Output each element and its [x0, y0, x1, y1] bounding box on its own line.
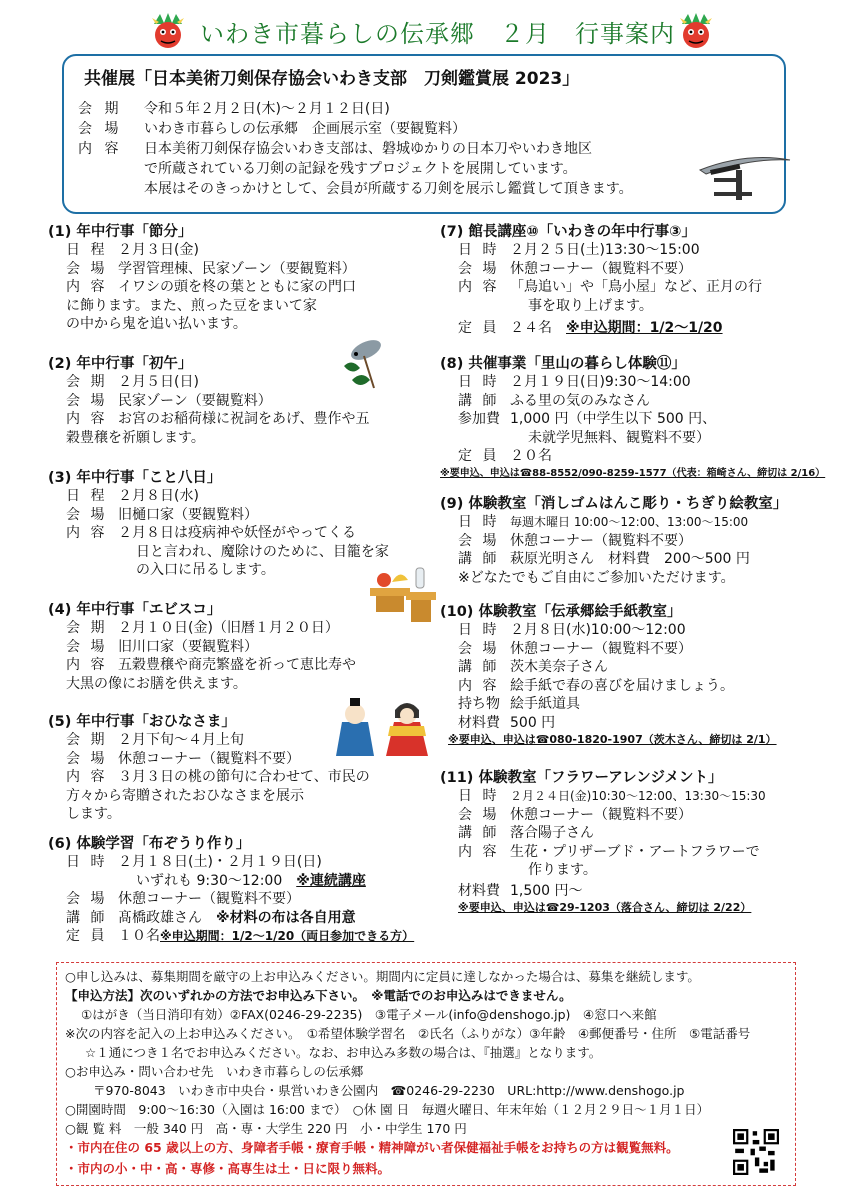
event-title: (1) 年中行事「節分」 — [48, 224, 193, 240]
event-row: 日 時 ２月８日(水)10:00～12:00 — [458, 622, 686, 638]
event-title: (11) 体験教室「フラワーアレンジメント」 — [440, 770, 723, 786]
event-title: (3) 年中行事「こと八日」 — [48, 470, 222, 486]
event-text-line: 方々から寄贈されたおひなさまを展示 — [66, 787, 304, 804]
event-row: 会 場 休憩コーナー（観覧料不要） — [458, 806, 692, 823]
event-satoyama — [440, 352, 825, 482]
event-row: 会 場 休憩コーナー（観覧料不要） — [66, 891, 300, 907]
event-row: 材料費 500 円 — [458, 714, 556, 731]
event-note: ※要申込、申込は☎29-1203（落合さん、締切は 2/22） — [458, 901, 752, 914]
event-ohinasama — [48, 710, 370, 824]
event-text-line: 作ります。 — [528, 862, 597, 878]
event-row: 会 場 民家ゾーン（要観覧料） — [66, 392, 272, 409]
event-note: ※要申込、申込は☎88-8552/090-8259-1577（代表：箱崎さん、締切は 2/16） — [440, 467, 826, 479]
event-title: (9) 体験教室「消しゴムはんこ彫り・ちぎり絵教室」 — [440, 496, 788, 512]
qr-code-icon — [733, 1129, 779, 1175]
event-text-line: 穀豊穣を祈願します。 — [66, 429, 205, 446]
event-director-lecture — [440, 220, 762, 338]
info-line: 〒970-8043 いわき市中央台・県営いわき公園内 ☎0246-29-2230 URL:http://www.denshogo.jp — [93, 1083, 685, 1098]
event-eraser-stamp — [440, 492, 787, 587]
event-nunozouri — [48, 832, 414, 946]
event-row: 日 時 ２月２５日(土)13:30～15:00 — [458, 242, 700, 258]
holly-sardine-icon — [330, 336, 392, 392]
event-row: 講 師 ふる里の気のみなさん — [458, 392, 650, 409]
event-row: 定 員 １０名 ※申込期間：1/2～1/20（両日参加できる方） — [66, 928, 415, 944]
event-row: 会 場 旧川口家（要観覧料） — [66, 638, 258, 655]
event-row: 内 容 絵手紙で春の喜びを届けましょう。 — [458, 677, 734, 694]
event-row: 持ち物 絵手紙道具 — [458, 696, 580, 712]
event-row: 日 時 ２月２４日(金)10:30～12:00、13:30～15:30 — [458, 788, 766, 804]
feature-title: 共催展「日本美術刀剣保存協会いわき支部 刀剣鑑賞展 2023」 — [84, 69, 580, 89]
event-text-line: 大黒の像にお膳を供えます。 — [66, 675, 247, 692]
info-line: ○お申込み・問い合わせ先 いわき市暮らしの伝承郷 — [65, 1064, 364, 1079]
feature-row-content: 内 容 日本美術刀剣保存協会いわき支部は、磐城ゆかりの日本刀やいわき地区 — [78, 141, 592, 157]
feature-row-period: 会 期 令和５年２月２日(木)～２月１２日(日) — [78, 101, 390, 117]
event-title: (10) 体験教室「伝承郷絵手紙教室」 — [440, 604, 682, 620]
event-row: 内 容 イワシの頭を柊の葉とともに家の門口 — [66, 279, 356, 295]
event-title: (5) 年中行事「おひなさま」 — [48, 714, 236, 730]
event-row: 会 場 旧樋口家（要観覧料） — [66, 506, 258, 523]
event-flower-arrangement — [440, 766, 766, 916]
event-note: ※要申込、申込は☎080-1820-1907（茨木さん、締切は 2/1） — [448, 733, 777, 746]
event-row: 内 容 「鳥追い」や「鳥小屋」など、正月の行 — [458, 279, 762, 295]
event-row: 会 期 ２月５日(日) — [66, 374, 199, 390]
event-row: 講 師 萩原光明さん 材料費 200～500 円 — [458, 551, 750, 567]
page-title: いわき市暮らしの伝承郷 ２月 行事案内 — [200, 20, 675, 48]
event-row: 会 場 休憩コーナー（観覧料不要） — [458, 532, 692, 549]
event-row: 内 容 ２月８日は疫病神や妖怪がやってくる — [66, 525, 356, 541]
event-text-line: に飾ります。また、煎った豆をまいて家 — [66, 297, 317, 314]
info-line-free-admission: ・市内在住の 65 歳以上の方、身障者手帳・療育手帳・精神障がい者保健福祉手帳をお持ちの方は観覧無料。 — [65, 1140, 679, 1155]
event-title: (8) 共催事業「里山の暮らし体験⑪」 — [440, 356, 686, 372]
event-row: 日 時 毎週木曜日 10:00～12:00、13:00～15:00 — [458, 514, 749, 530]
event-row: 講 師 髙橋政雄さん ※材料の布は各自用意 — [66, 909, 356, 926]
event-row: 日 時 ２月１９日(日)9:30～14:00 — [458, 374, 691, 390]
event-row: 材料費 1,500 円～ — [458, 882, 583, 899]
event-row: 会 場 休憩コーナー（観覧料不要） — [66, 750, 300, 767]
event-row: 日 時 ２月１８日(土)・２月１９日(日) — [66, 854, 322, 870]
event-row: 内 容 お宮のお稲荷様に祝詞をあげ、豊作や五 — [66, 411, 370, 427]
event-text-line: の中から鬼を追い払います。 — [66, 316, 247, 332]
event-text-line: 事を取り上げます。 — [528, 297, 653, 314]
event-text-line: します。 — [66, 806, 121, 822]
info-line: ※次の内容を記入の上お申込みください。 ①希望体験学習名 ②氏名（ふりがな）③年齢 ④郵便番号・住所 ⑤電話番号 — [65, 1026, 751, 1041]
feature-row-venue: 会 場 いわき市暮らしの伝承郷 企画展示室（要観覧料） — [78, 121, 466, 137]
hina-dolls-icon — [328, 696, 434, 758]
event-row: 参加費 1,000 円（中学生以下 500 円、 — [458, 411, 717, 427]
event-row: 日 程 ２月８日(水) — [66, 488, 199, 504]
event-row: 定 員 ２０名 — [458, 448, 552, 464]
event-title: (6) 体験学習「布ぞうり作り」 — [48, 836, 251, 852]
event-row: 講 師 茨木美奈子さん — [458, 659, 608, 675]
event-hatsuuma — [48, 352, 369, 447]
info-line: 【申込方法】次のいずれかの方法でお申込み下さい。 ※電話でのお申込みはできません。 — [65, 988, 572, 1003]
event-title: (7) 館長講座⑩「いわきの年中行事③」 — [440, 224, 696, 240]
info-line: ○観 覧 料 一般 340 円 高・専・大学生 220 円 小・中学生 170 円 — [65, 1121, 467, 1136]
info-line: ○開園時間 9:00～16:30（入園は 16:00 まで） ○休 園 日 毎週火曜日、年末年始（１２月２９日～１月１日） — [65, 1102, 710, 1117]
offering-trays-icon — [366, 566, 438, 628]
application-info-box — [56, 962, 796, 1186]
info-line: ○申し込みは、募集期間を厳守の上お申込みください。期間内に定員に達しなかった場合は、募集を継続します。 — [65, 969, 700, 984]
event-etegami — [440, 600, 777, 748]
event-row: 会 場 休憩コーナー（観覧料不要） — [458, 260, 692, 277]
event-text-line: の入口に吊るします。 — [136, 562, 275, 578]
info-line: ☆１通につき１名でお申込みください。なお、お申込み多数の場合は、『抽選』となります。 — [85, 1045, 602, 1060]
feature-exhibition-box — [62, 54, 786, 214]
oni-mask-icon — [148, 10, 188, 50]
event-row: 日 程 ２月３日(金) — [66, 242, 199, 258]
event-row: 定 員 ２４名 ※申込期間：1/2～1/20 — [458, 320, 723, 336]
header — [0, 8, 849, 48]
info-line-free-students: ・市内の小・中・高・専修・高専生は土・日に限り無料。 — [65, 1161, 391, 1176]
event-text-line: ※どなたでもご自由にご参加いただけます。 — [458, 569, 735, 586]
event-row: 会 期 ２月１０日(金)（旧暦１月２０日） — [66, 620, 339, 636]
feature-text-line: 本展はそのきっかけとして、会員が所蔵する刀剣を展示し鑑賞して頂きます。 — [144, 181, 633, 197]
event-text-line: いずれも 9:30～12:00 ※連続講座 — [136, 872, 366, 889]
event-kotoyouka — [48, 466, 389, 580]
event-row: 講 師 落合陽子さん — [458, 825, 594, 841]
event-text-line: 日と言われ、魔除けのために、目籠を家 — [136, 543, 389, 560]
event-row: 会 場 学習管理棟、民家ゾーン（要観覧料） — [66, 260, 356, 277]
event-row: 内 容 ３月３日の桃の節句に合わせて、市民の — [66, 769, 370, 785]
oni-mask-icon — [676, 10, 716, 50]
event-setsubun — [48, 220, 356, 334]
event-ebisuko — [48, 598, 356, 693]
event-row: 内 容 生花・プリザーブド・アートフラワーで — [458, 843, 760, 860]
event-title: (4) 年中行事「エビスコ」 — [48, 602, 222, 618]
event-row: 会 場 休憩コーナー（観覧料不要） — [458, 640, 692, 657]
info-line: ①はがき（当日消印有効）②FAX(0246-29-2235) ③電子メール(info@denshogo.jp) ④窓口へ来館 — [81, 1007, 657, 1022]
feature-text-line: で所蔵されている刀剣の記録を残すプロジェクトを展開しています。 — [144, 161, 577, 177]
event-row: 会 期 ２月下旬～４月上旬 — [66, 732, 244, 748]
event-text-line: 未就学児無料、観覧料不要） — [528, 429, 710, 446]
event-title: (2) 年中行事「初午」 — [48, 356, 193, 372]
event-row: 内 容 五穀豊穣や商売繁盛を祈って恵比寿や — [66, 657, 356, 673]
katana-icon — [696, 148, 792, 204]
